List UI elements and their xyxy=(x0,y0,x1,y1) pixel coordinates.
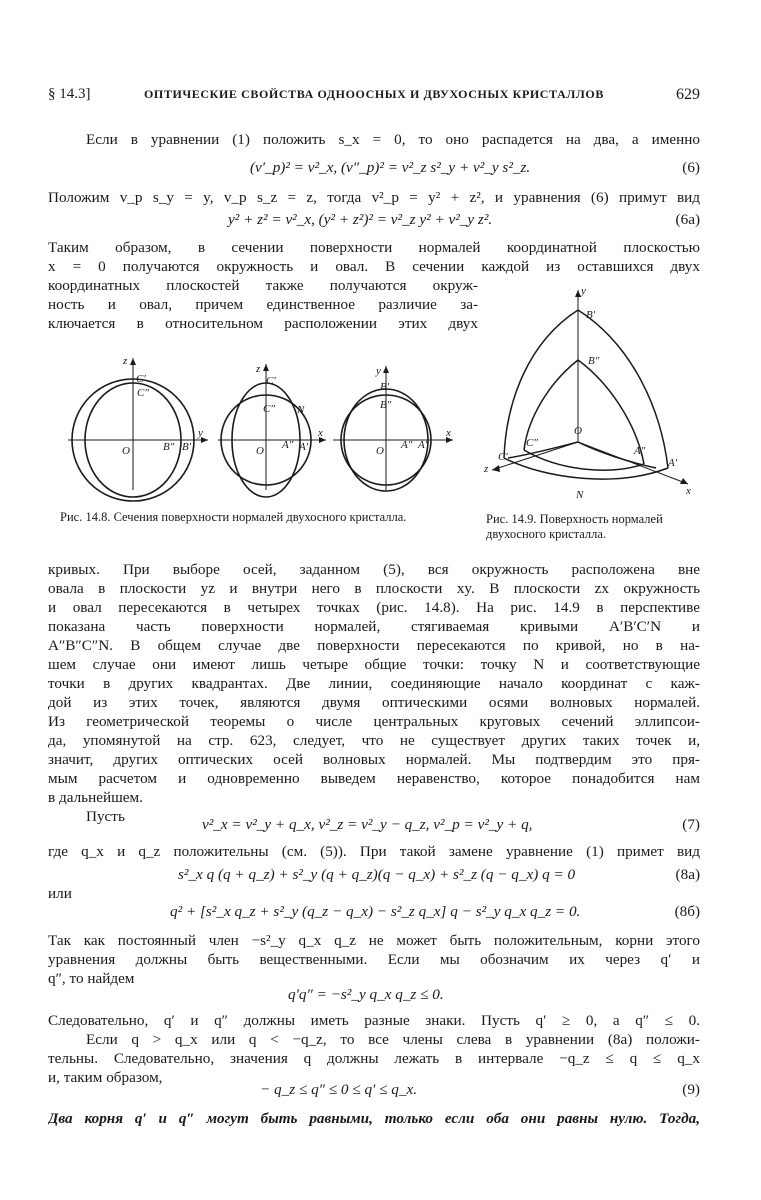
text-line: мым расчетом и одновременно выведем неравенство, которое понадобится нам xyxy=(48,770,700,787)
point-label: B′ xyxy=(380,381,390,393)
point-label: A′ xyxy=(299,441,309,453)
text-line: ключается в относительном расположении этих двух xyxy=(48,315,478,332)
point-label: O xyxy=(256,445,264,457)
equation-body: y² + z² = v²_x, (y² + z²)² = v²_z y² + v²_y z². xyxy=(228,211,493,228)
point-label: N xyxy=(297,404,305,416)
point-label: C″ xyxy=(137,387,149,399)
text-line: тельны. Следовательно, значения q должны лежать в интервале −q_z ≤ q ≤ q_x xyxy=(48,1050,700,1067)
point-label: C′ xyxy=(498,451,508,463)
equation-body: s²_x q (q + q_z) + s²_y (q + q_z)(q − q_x) + s²_z (q − q_x) q = 0 xyxy=(178,866,576,883)
axis-label: x xyxy=(446,427,451,439)
axis-label: z xyxy=(123,355,128,367)
equation-number: (6а) xyxy=(675,211,700,228)
text-line: Если q > q_x или q < −q_z, то все члены слева в уравнении (8а) положи- xyxy=(86,1031,700,1048)
point-label: O xyxy=(574,425,582,437)
point-label: A″ xyxy=(401,439,413,451)
equation-number: (9) xyxy=(682,1081,700,1098)
equation-body: (v′_p)² = v²_x, (v″_p)² = v²_z s²_y + v²_y s²_z. xyxy=(250,159,531,176)
text-line: кривых. При выборе осей, заданном (5), вся окружность расположена вне xyxy=(48,561,700,578)
axis-label: z xyxy=(256,363,261,375)
point-label: B″ xyxy=(163,441,175,453)
equation-number: (8б) xyxy=(674,903,700,920)
equation-body: q′q″ = −s²_y q_x q_z ≤ 0. xyxy=(288,986,444,1003)
point-label: C″ xyxy=(526,437,538,449)
text-line: показана часть поверхности нормалей, стягиваемая кривыми A′B′C′N и xyxy=(48,618,700,635)
point-label: O xyxy=(376,445,384,457)
running-title: ОПТИЧЕСКИЕ СВОЙСТВА ОДНООСНЫХ И ДВУХОСНЫХ КРИСТАЛЛОВ xyxy=(144,87,604,101)
text-line: или xyxy=(48,885,72,902)
equation-number: (7) xyxy=(682,816,700,833)
text-line: q″, то найдем xyxy=(48,970,135,987)
text-line: и, таким образом, xyxy=(48,1069,163,1086)
point-label: B″ xyxy=(588,355,600,367)
text-line: значит, других оптических осей волновых нормалей. Мы подтвердим это пря- xyxy=(48,751,700,768)
text-line: и овал пересекаются в четырех точках (рис. 14.8). На рис. 14.9 в перспективе xyxy=(48,599,700,616)
text-line: Из геометрической теоремы о числе центральных круговых сечений эллипсои- xyxy=(48,713,700,730)
page-header xyxy=(48,86,700,110)
text-line: Таким образом, в сечении поверхности нормалей координатной плоскостью xyxy=(48,239,700,256)
text-line: Пусть xyxy=(86,808,125,825)
page-number: 629 xyxy=(676,86,700,103)
point-label: A″ xyxy=(282,439,294,451)
text-line: A″B″C″N. В общем случае две поверхности пересекаются по кривой, но в на- xyxy=(48,637,700,654)
text-line: уравнения должны быть вещественными. Если мы обозначим их через q′ и xyxy=(48,951,700,968)
figure-14-9 xyxy=(478,282,700,500)
point-label: B″ xyxy=(380,399,392,411)
text-line: Если в уравнении (1) положить s_x = 0, то оно распадется на два, а именно xyxy=(86,131,700,148)
point-label: A″ xyxy=(634,445,646,457)
text-line: да, упомянутой на стр. 623, следует, что не существует других таких точек и, xyxy=(48,732,700,749)
point-label: B′ xyxy=(586,309,596,321)
point-label: N xyxy=(576,489,584,500)
text-line: точки в других квадрантах. Две линии, соединяющие начало координат с каж- xyxy=(48,675,700,692)
text-line: ность и овал, причем единственное различие за- xyxy=(48,296,478,313)
equation-body: v²_x = v²_y + q_x, v²_z = v²_y − q_z, v²_p = v²_y + q, xyxy=(202,816,533,833)
text-line: дой из этих точек, являются двумя оптическими осями волновых нормалей. xyxy=(48,694,700,711)
axis-label: z xyxy=(484,463,489,475)
figure-14-8 xyxy=(58,350,470,505)
point-label: C′ xyxy=(136,373,146,385)
text-line: Следовательно, q′ и q″ должны иметь разные знаки. Пусть q′ ≥ 0, а q″ ≤ 0. xyxy=(48,1012,700,1029)
text-line: координатных плоскостей также получаются окруж- xyxy=(48,277,478,294)
text-line: Положим v_p s_y = y, v_p s_z = z, тогда v²_p = y² + z², и уравнения (6) примут вид xyxy=(48,189,700,206)
equation-number: (6) xyxy=(682,159,700,176)
equation-number: (8а) xyxy=(675,866,700,883)
axis-label: x xyxy=(686,485,691,497)
figure-14-8-caption: Рис. 14.8. Сечения поверхности нормалей двухосного кристалла. xyxy=(60,510,407,524)
section-xy xyxy=(333,366,453,491)
section-number: § 14.3] xyxy=(48,86,91,102)
point-label: O xyxy=(122,445,130,457)
text-line: в дальнейшем. xyxy=(48,789,143,806)
text-line: x = 0 получаются окружность и овал. В сечении каждой из оставшихся двух xyxy=(48,258,700,275)
point-label: A′ xyxy=(668,457,678,469)
text-line: шем случае они имеют лишь четыре общие точки: точку N и соответствующие xyxy=(48,656,700,673)
text-line: Два корня q′ и q″ могут быть равными, только если оба они равны нулю. Тогда, xyxy=(48,1110,700,1127)
figure-14-9-caption: Рис. 14.9. Поверхность нормалей двухосного кристалла. xyxy=(486,512,663,541)
text-line: Так как постоянный член −s²_y q_x q_z не может быть положительным, корни этого xyxy=(48,932,700,949)
text-line: овала в плоскости yz и внутри него в плоскости xy. В плоскости zx окружность xyxy=(48,580,700,597)
axis-label: y xyxy=(376,365,381,377)
point-label: B′ xyxy=(182,441,192,453)
point-label: C′ xyxy=(266,375,276,387)
axis-label: x xyxy=(318,427,323,439)
point-label: A′ xyxy=(418,439,428,451)
axis-label: y xyxy=(198,427,203,439)
point-label: C″ xyxy=(263,403,275,415)
text-line: где q_x и q_z положительны (см. (5)). При такой замене уравнение (1) примет вид xyxy=(48,843,700,860)
axis-label: y xyxy=(581,285,586,297)
equation-body: − q_z ≤ q″ ≤ 0 ≤ q′ ≤ q_x. xyxy=(260,1081,418,1098)
equation-body: q² + [s²_x q_z + s²_y (q_z − q_x) − s²_z q_x] q − s²_y q_x q_z = 0. xyxy=(170,903,581,920)
